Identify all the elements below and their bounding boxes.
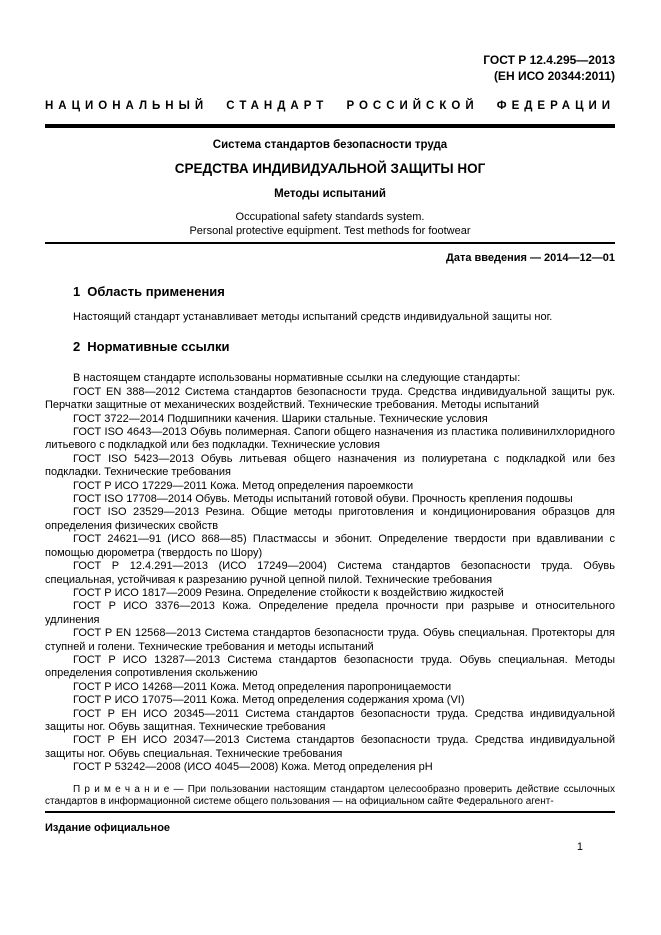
reference-item: ГОСТ Р ИСО 13287—2013 Система стандартов безопасности труда. Обувь специальная. Методы определения сопротивления скольжению (45, 653, 615, 680)
section-number: 1 (73, 284, 81, 299)
horizontal-rule-title-bottom (45, 242, 615, 244)
reference-item: ГОСТ ISO 4643—2013 Обувь полимерная. Сапоги общего назначения из пластика поливинилхлоридного литьевого с подкладкой или без подкладки. Технические условия (45, 426, 615, 452)
section-number: 2 (73, 339, 81, 355)
reference-item: ГОСТ Р ИСО 17075—2011 Кожа. Метод определения содержания хрома (VI) (73, 694, 465, 707)
page-footer (45, 811, 615, 854)
reference-item: ГОСТ Р 53242—2008 (ИСО 4045—2008) Кожа. Метод определения pH (73, 761, 433, 774)
references-intro: В настоящем стандарте использованы нормативные ссылки на следующие стандарты: (73, 372, 521, 385)
horizontal-rule-thick (45, 124, 615, 128)
section-heading-scope (45, 284, 615, 300)
reference-item: ГОСТ Р ЕН ИСО 20347—2013 Система стандартов безопасности труда. Средства индивидуальной защиты ног. Обувь специальная. Технические требования (45, 734, 615, 760)
title-english-line1: Occupational safety standards system. (235, 211, 425, 223)
page-number: 1 (576, 841, 583, 853)
standard-code-line1: ГОСТ Р 12.4.295—2013 (483, 53, 615, 67)
reference-item: ГОСТ 24621—91 (ИСО 868—85) Пластмассы и эбонит. Определение твердости при вдавливании с помощью дюрометра (твердость по Шору) (45, 533, 615, 559)
section-title: Область применения (87, 284, 225, 299)
reference-item: ГОСТ ISO 5423—2013 Обувь литьевая общего назначения из полиуретана с подкладкой или без подкладки. Технические требования (45, 452, 615, 479)
effective-date: Дата введения — 2014—12—01 (446, 252, 615, 264)
reference-item: ГОСТ ISO 23529—2013 Резина. Общие методы приготовления и кондиционирования образцов для определения физических свойств (45, 506, 615, 532)
title-english-line2: Personal protective equipment. Test methods for footwear (189, 224, 471, 237)
reference-item: ГОСТ Р ЕН ИСО 20345—2011 Система стандартов безопасности труда. Средства индивидуальной защиты ног. Обувь защитная. Технические требования (45, 707, 615, 733)
title-english (45, 211, 615, 238)
document-title: СРЕДСТВА ИНДИВИДУАЛЬНОЙ ЗАЩИТЫ НОГ (174, 161, 486, 176)
standard-code-block (45, 0, 615, 84)
section-title: Нормативные ссылки (87, 339, 230, 355)
scope-paragraph: Настоящий стандарт устанавливает методы испытаний средств индивидуальной защиты ног. (73, 311, 553, 323)
reference-item: ГОСТ Р EN 12568—2013 Система стандартов безопасности труда. Обувь специальная. Протекторы для ступней и голени. Технические требования и методы испытаний (45, 627, 615, 653)
reference-item: ГОСТ Р 12.4.291—2013 (ИСО 17249—2004) Система стандартов безопасности труда. Обувь специальная, устойчивая к разрезанию ручной цепной пилой. Технические требования (45, 560, 615, 586)
reference-item: ГОСТ ISO 17708—2014 Обувь. Методы испытаний готовой обуви. Прочность крепления подошвы (73, 493, 573, 506)
standard-code-line2: (ЕН ИСО 20344:2011) (493, 68, 615, 83)
national-standard-banner: НАЦИОНАЛЬНЫЙ СТАНДАРТ РОССИЙСКОЙ ФЕДЕРАЦИИ (45, 100, 615, 112)
reference-item: ГОСТ Р ИСО 3376—2013 Кожа. Определение предела прочности при разрыве и относительного удлинения (45, 600, 615, 626)
title-system-line: Система стандартов безопасности труда (212, 139, 448, 151)
reference-item: ГОСТ EN 388—2012 Система стандартов безопасности труда. Средства индивидуальной защиты рук. Перчатки защитные от механических воздействий. Технические требования. Методы испытаний (45, 385, 615, 412)
reference-item: ГОСТ Р ИСО 14268—2011 Кожа. Метод определения паропроницаемости (73, 680, 452, 693)
reference-item: ГОСТ Р ИСО 17229—2011 Кожа. Метод определения пароемкости (73, 479, 414, 492)
references-list (45, 386, 615, 775)
reference-item: ГОСТ 3722—2014 Подшипники качения. Шарики стальные. Технические условия (73, 412, 488, 425)
edition-label: Издание официальное (45, 822, 171, 834)
horizontal-rule-footer (45, 811, 615, 813)
reference-item: ГОСТ Р ИСО 1817—2009 Резина. Определение стойкости к воздействию жидкостей (73, 586, 504, 599)
section-heading-references (45, 339, 615, 355)
references-note: П р и м е ч а н и е — При пользовании настоящим стандартом целесообразно проверить действие ссылочных стандартов в информационной системе общего пользования — на официальном сайте Федерального агент- (45, 783, 615, 808)
document-subtitle: Методы испытаний (274, 188, 386, 200)
